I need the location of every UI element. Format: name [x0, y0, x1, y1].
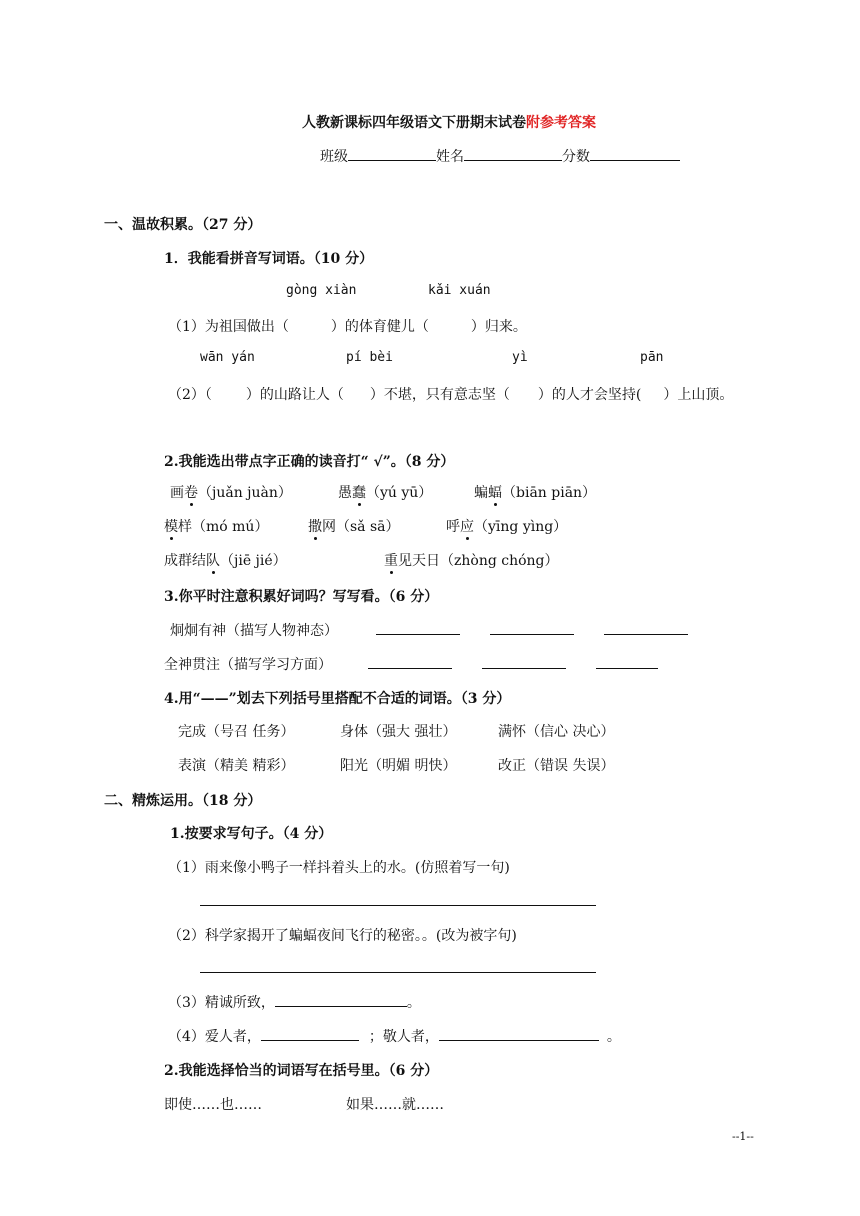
pinyin-pan: pān [640, 350, 664, 365]
q1-sentence-1 [168, 316, 527, 336]
q2-item-pinyin: （biān piān） [502, 485, 597, 501]
q3-row-1-blank-3[interactable] [604, 634, 688, 635]
q1-s1-part-b: ）的体育健儿（ [330, 319, 429, 335]
name-label: 姓名 [436, 149, 464, 165]
q4-item-4[interactable]: 表演（精美 精彩） [178, 758, 295, 774]
q3-heading: 3.你平时注意积累好词吗？写写看。（6 分） [164, 589, 439, 605]
s2-q2-option-1: 即使……也…… [164, 1097, 262, 1113]
class-label: 班级 [320, 149, 348, 165]
section-1-heading: 一、温故积累。（27 分） [104, 217, 262, 233]
s2-q2-option-2: 如果……就…… [346, 1097, 444, 1113]
q2-dotted-char: 应 [460, 516, 474, 536]
student-info-row [320, 146, 680, 166]
pinyin-pibei: pí bèi [346, 350, 393, 365]
q3-row-2-blank-1[interactable] [368, 668, 452, 669]
s2-q1-s3-end: 。 [406, 995, 421, 1011]
q2-item-4[interactable] [164, 516, 268, 536]
q2-item-text: 蝙 [474, 485, 488, 501]
pinyin-gongxian: gòng xiàn [286, 283, 357, 298]
q2-heading: 2.我能选出带点字正确的读音打“ √”。（8 分） [164, 454, 455, 470]
q1-s1-part-a: （1）为祖国做出（ [168, 319, 289, 335]
s2-q1-sentence-1: （1）雨来像小鸭子一样抖着头上的水。(仿照着写一句) [168, 860, 510, 876]
title-main: 人教新课标四年级语文下册期末试卷 [302, 115, 526, 131]
name-blank[interactable] [464, 146, 562, 161]
q2-item-pinyin: （jiē jié） [220, 553, 287, 569]
q1-s1-part-c: ）归来。 [470, 319, 527, 335]
q2-item-pinyin: 网（sǎ sā） [322, 519, 400, 535]
q3-row-2-blank-2[interactable] [482, 668, 566, 669]
q1-s2-part-d: ）的人才会坚持( [537, 387, 642, 403]
s2-q2-heading: 2.我能选择恰当的词语写在括号里。（6 分） [164, 1063, 439, 1079]
q4-item-2[interactable]: 身体（强大 强壮） [340, 724, 457, 740]
q2-dotted-char: 队 [206, 550, 220, 570]
q1-sentence-2 [168, 384, 733, 404]
score-label: 分数 [562, 149, 590, 165]
q2-item-pinyin: 样（mó mú） [178, 519, 269, 535]
q4-item-1[interactable]: 完成（号召 任务） [178, 724, 295, 740]
q2-item-text: 成群结 [164, 553, 206, 569]
page-number: --1-- [732, 1130, 754, 1143]
s2-q1-s4-end: 。 [606, 1029, 621, 1045]
s2-q1-sentence-2: （2）科学家揭开了蝙蝠夜间飞行的秘密。。(改为被字句) [168, 928, 517, 944]
q1-s2-part-b: ）的山路让人（ [245, 387, 344, 403]
q2-item-pinyin: （yīng yìng） [474, 519, 568, 535]
score-blank[interactable] [590, 146, 680, 161]
s2-q1-s4-blank-1[interactable] [261, 1026, 359, 1041]
q2-item-5[interactable] [308, 516, 400, 536]
q2-dotted-char: 重 [384, 550, 398, 570]
q2-dotted-char: 模 [164, 516, 178, 536]
q2-dotted-char: 蝠 [488, 482, 502, 502]
q2-dotted-char: 卷 [184, 482, 198, 502]
q2-item-pinyin: 见天日（zhòng chóng） [398, 553, 559, 569]
s2-q1-s4-text-a: （4）爱人者， [168, 1029, 261, 1045]
s2-q1-s3-blank[interactable] [275, 992, 407, 1007]
s2-q1-sentence-4 [168, 1026, 621, 1046]
s2-q1-sentence-3 [168, 992, 421, 1012]
q2-item-2[interactable] [338, 482, 432, 502]
s2-q1-answer-line-1[interactable] [200, 905, 596, 906]
s2-q1-s3-text: （3）精诚所致， [168, 995, 275, 1011]
q1-s2-part-e: ）上山顶。 [663, 387, 734, 403]
q4-item-5[interactable]: 阳光（明媚 明快） [340, 758, 457, 774]
q2-item-text: 愚 [338, 485, 352, 501]
q3-row-2-blank-3[interactable] [596, 668, 658, 669]
q4-item-3[interactable]: 满怀（信心 决心） [498, 724, 615, 740]
s2-q1-heading: 1.按要求写句子。（4 分） [170, 826, 333, 842]
q2-item-pinyin: （juǎn juàn） [198, 485, 292, 501]
pinyin-wanyan: wān yán [200, 350, 255, 365]
title-answer-note: 附参考答案 [526, 115, 596, 131]
q3-row-1-blank-2[interactable] [490, 634, 574, 635]
q2-item-text: 画 [170, 485, 184, 501]
q2-item-text: 呼 [446, 519, 460, 535]
q2-dotted-char: 撒 [308, 516, 322, 536]
q3-row-2-label: 全神贯注（描写学习方面） [164, 657, 332, 673]
s2-q1-s4-blank-2[interactable] [439, 1026, 599, 1041]
q2-item-8[interactable] [384, 550, 559, 570]
q3-row-1-label: 炯炯有神（描写人物神态） [170, 623, 338, 639]
q2-dotted-char: 蠢 [352, 482, 366, 502]
q4-item-6[interactable]: 改正（错误 失误） [498, 758, 615, 774]
q2-item-6[interactable] [446, 516, 567, 536]
q2-item-3[interactable] [474, 482, 596, 502]
q3-row-1-blank-1[interactable] [376, 634, 460, 635]
q1-heading: 1．我能看拼音写词语。（10 分） [164, 251, 374, 267]
page-title [302, 112, 596, 132]
q2-item-7[interactable] [164, 550, 287, 570]
s2-q1-answer-line-2[interactable] [200, 972, 596, 973]
class-blank[interactable] [348, 146, 436, 161]
q2-item-1[interactable] [170, 482, 292, 502]
section-2-heading: 二、精炼运用。（18 分） [104, 793, 262, 809]
q4-heading: 4.用“——”划去下列括号里搭配不合适的词语。（3 分） [164, 691, 511, 707]
pinyin-kaixuan: kǎi xuán [428, 283, 491, 298]
q1-s2-part-c: ）不堪，只有意志坚（ [369, 387, 510, 403]
q2-item-pinyin: （yú yū） [366, 485, 433, 501]
pinyin-yi: yì [512, 350, 528, 365]
q1-s2-part-a: （2）（ [168, 387, 212, 403]
s2-q1-s4-text-b: ；敬人者， [368, 1029, 439, 1045]
